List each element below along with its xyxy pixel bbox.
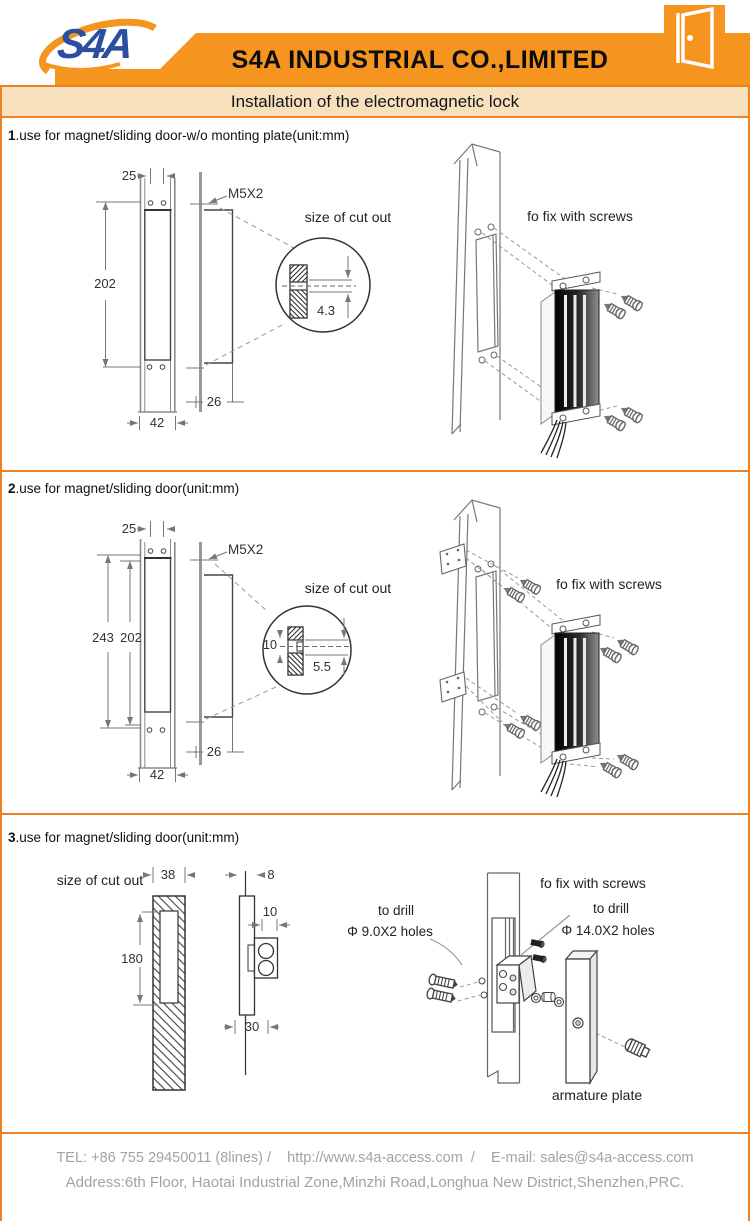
dim-height: 202 xyxy=(120,630,142,645)
thread-label: M5X2 xyxy=(228,542,264,557)
fix-label: fo fix with screws xyxy=(527,208,633,224)
armature-plate xyxy=(566,951,597,1083)
fix-label: fo fix with screws xyxy=(540,875,646,891)
door-frame xyxy=(452,144,500,434)
dim-cut-height: 180 xyxy=(121,951,143,966)
section1-diagram xyxy=(0,118,750,470)
front-view xyxy=(94,168,188,430)
section2-heading: 2.use for magnet/sliding door(unit:mm) xyxy=(8,481,240,496)
plate-side-view xyxy=(224,867,290,1075)
dim-height: 202 xyxy=(94,276,116,291)
dim-width: 42 xyxy=(149,767,165,782)
cutout-detail xyxy=(276,209,391,332)
drill-small-spec: Φ 9.0X2 holes xyxy=(347,924,433,939)
dim-cut-gap: 5.5 xyxy=(312,659,332,674)
logo-text: S4A xyxy=(55,20,133,67)
cutout-detail xyxy=(263,580,391,694)
page-title: Installation of the electromagnetic lock xyxy=(230,91,520,111)
maglock-unit xyxy=(541,272,600,458)
mounting-brackets xyxy=(440,544,466,702)
footer-address: Address:6th Floor, Haotai Industrial Zone,Minzhi Road,Longhua New District,Shenzhen,PRC. xyxy=(65,1174,685,1191)
dim-depth: 26 xyxy=(206,744,222,759)
maglock-unit xyxy=(541,615,600,797)
section3-heading: 3.use for magnet/sliding door(unit:mm) xyxy=(8,830,240,845)
armature-label: armature plate xyxy=(551,1087,643,1103)
section3-diagram xyxy=(0,815,750,1132)
dim-cut-width: 38 xyxy=(160,867,176,882)
section2-diagram xyxy=(0,472,750,813)
l-bracket xyxy=(497,956,536,1003)
dim-cut-gap: 4.3 xyxy=(316,303,336,318)
dim-total-height: 243 xyxy=(92,630,114,645)
dim-width: 42 xyxy=(149,415,165,430)
dim-plate-thickness: 8 xyxy=(267,867,275,882)
dim-hole-offset: 10 xyxy=(262,904,278,919)
cutout-label: size of cut out xyxy=(304,580,392,596)
page-title-banner xyxy=(0,85,750,118)
footer-tel: TEL: +86 755 29450011 (8lines) xyxy=(56,1150,263,1166)
mounting-illustration xyxy=(452,144,643,458)
fix-label: fo fix with screws xyxy=(556,576,662,592)
dim-hole-spacing: 25 xyxy=(121,521,137,536)
footer-contact-line: TEL: +86 755 29450011 (8lines) / http://www.s4a-access.com / E-mail: sales@s4a-access.com xyxy=(56,1150,694,1166)
drill-small-label: to drill xyxy=(377,903,415,918)
dim-cut-width: 10 xyxy=(263,638,277,652)
dim-depth: 26 xyxy=(206,394,222,409)
cutout-view xyxy=(57,867,195,1090)
mounting-illustration xyxy=(347,873,655,1103)
footer-website: http://www.s4a-access.com xyxy=(287,1150,463,1166)
company-name: S4A INDUSTRIAL CO.,LIMITED xyxy=(231,46,609,74)
dim-hole-spacing: 25 xyxy=(121,168,137,183)
cutout-label: size of cut out xyxy=(56,872,144,888)
door-frame xyxy=(452,500,500,790)
drill-large-label: to drill xyxy=(592,901,630,916)
dim-plate-width: 30 xyxy=(244,1019,260,1034)
front-view xyxy=(92,521,188,782)
washer-sleeve xyxy=(532,993,564,1007)
section1-heading: 1.use for magnet/sliding door-w/o monting plate(unit:mm) xyxy=(8,128,350,143)
footer-divider xyxy=(0,1132,750,1134)
drill-large-spec: Φ 14.0X2 holes xyxy=(561,923,655,938)
thread-label: M5X2 xyxy=(228,186,264,201)
cutout-label: size of cut out xyxy=(304,209,392,225)
footer-email: E-mail: sales@s4a-access.com xyxy=(491,1150,694,1166)
mounting-illustration xyxy=(440,500,662,797)
